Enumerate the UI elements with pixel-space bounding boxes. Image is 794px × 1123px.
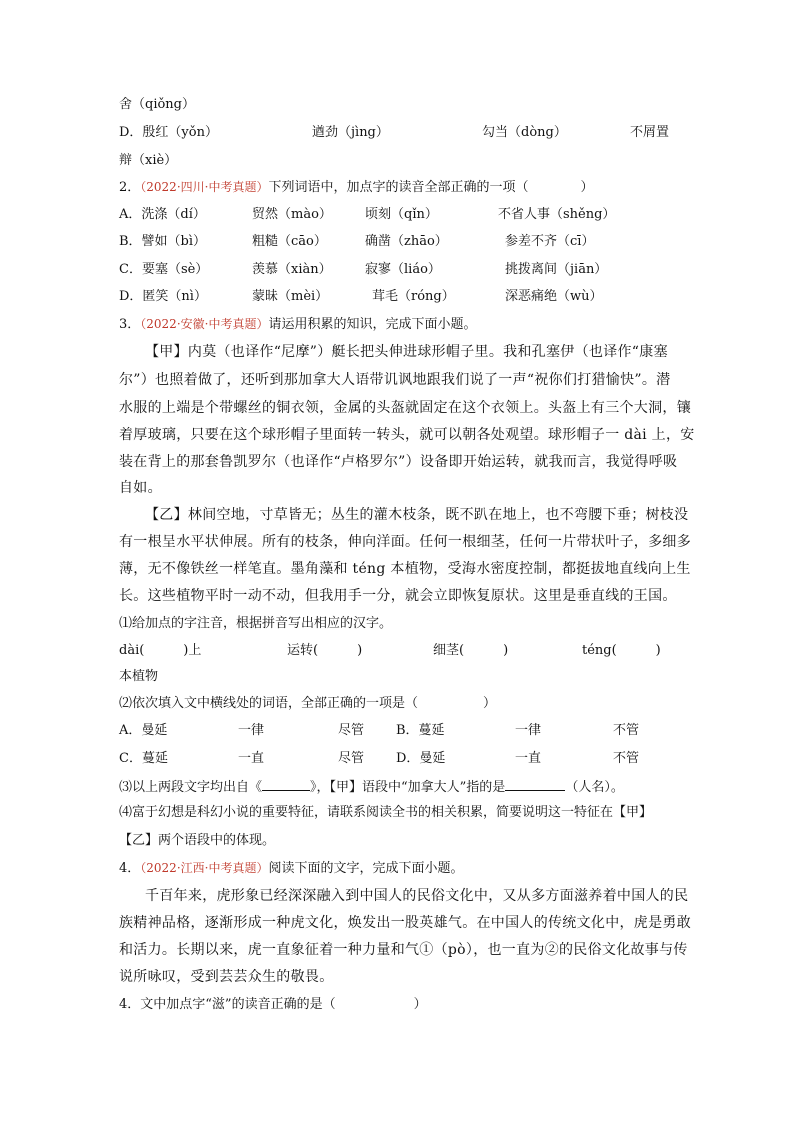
q3-sub1-item-d: téng( )	[582, 643, 661, 658]
answer-blank[interactable]	[505, 777, 565, 791]
q2-option-d-word3: 茸毛（róng）	[372, 289, 455, 304]
q1-option-d-word3: 勾当（dòng）	[482, 125, 567, 140]
q2-option-d-word4: 深恶痛绝（wù）	[505, 289, 603, 304]
q3-sub4-cont: 【乙】两个语段中的体现。	[119, 833, 276, 848]
q2-option-c-word4: 挑拨离间（jiān）	[505, 262, 608, 277]
q4-number: 4．	[119, 861, 141, 876]
q3-sub3	[119, 777, 624, 797]
q1-option-d-word2: 遒劲（jìng）	[312, 125, 389, 140]
q3-sub2-opt-a-w2: 一律	[238, 723, 265, 738]
q2-source: （2022·四川·中考真题）	[140, 180, 269, 194]
q3-source: （2022·安徽·中考真题）	[140, 317, 269, 331]
q4-para-line: 和活力。长期以来，虎一直象征着一种力量和气①（pò），也一直为②的民俗文化故事与传	[119, 942, 688, 958]
q3-sub1-item-c: 细茎( )	[433, 643, 509, 658]
q2-option-b: B．譬如（bì）	[119, 234, 207, 249]
q2-option-c-word2: 羡慕（xiàn）	[252, 262, 332, 277]
jia-line: 自如。	[119, 480, 162, 496]
q3-sub1: ⑴给加点的字注音，根据拼音写出相应的汉字。	[119, 616, 393, 631]
jia-line: 水服的上端是个带螺丝的铜衣领，金属的头盔就固定在这个衣领上。头盔上有三个大洞，镶	[119, 400, 691, 416]
q3-sub3-text: 》，【甲】语段中“加拿大人”指的是	[310, 780, 506, 795]
yi-line: 薄，无不像铁丝一样笔直。墨角藻和 téng 本植物，受海水密度控制，都挺拔地直线向上生	[119, 561, 691, 577]
q3-stem	[119, 315, 476, 334]
yi-line: 有一根呈水平状伸展。所有的枝条，伸向洋面。任何一根细茎，任何一片带状叶子，多细多	[119, 534, 691, 550]
q3-sub2-opt-c: C．蔓延	[119, 751, 168, 766]
q1-option-d-word4: 不屑置	[630, 125, 670, 140]
q3-number: 3．	[119, 317, 141, 332]
q1-option-d-cont: 辩（xiè）	[119, 153, 178, 168]
q3-sub2-opt-b-w3: 不管	[613, 723, 640, 738]
jia-line: 【甲】内莫（也译作“尼摩”）艇长把头伸进球形帽子里。我和孔塞伊（也译作“康塞	[145, 344, 668, 360]
q3-sub4: ⑷富于幻想是科幻小说的重要特征，请联系阅读全书的相关积累，简要说明这一特征在【甲】	[119, 805, 653, 820]
q3-sub2: ⑵依次填入文中横线处的词语，全部正确的一项是（ ）	[119, 696, 497, 711]
yi-line: 长。这些植物平时一动不动，但我用手一分，就会立即恢复原状。这里是垂直线的王国。	[119, 588, 677, 604]
q1-option-c-cont: 舍（qiǒng）	[119, 97, 196, 112]
q2-number: 2．	[119, 180, 141, 195]
q3-sub1-item-a: dài( )上	[119, 643, 202, 658]
q2-option-c: C．要塞（sè）	[119, 262, 209, 277]
q4-source: （2022·江西·中考真题）	[140, 861, 269, 875]
q3-sub2-opt-a-w3: 尽管	[338, 723, 365, 738]
q3-sub3-text: （人名）。	[565, 780, 624, 795]
q2-option-a-word2: 贸然（mào）	[252, 207, 332, 222]
jia-line: 着厚玻璃，只要在这个球形帽子里面转一转头，就可以朝各处观望。球形帽子一 dài 上，安	[119, 427, 695, 443]
answer-blank[interactable]	[262, 777, 310, 791]
q3-sub2-opt-c-w3: 尽管	[338, 751, 365, 766]
q4-stem-text: 阅读下面的文字，完成下面小题。	[268, 861, 464, 876]
q3-sub2-opt-d-w2: 一直	[515, 751, 542, 766]
q2-stem-text: 下列词语中，加点字的读音全部正确的一项（ ）	[268, 180, 594, 195]
q3-sub2-opt-c-w2: 一直	[238, 751, 265, 766]
jia-line: 装在背上的那套鲁凯罗尔（也译作“卢格罗尔”）设备即开始运转，就我而言，我觉得呼吸	[119, 454, 678, 470]
q1-option-d-label: D．殷红（yǒn）	[119, 125, 218, 140]
q3-sub2-opt-d-w3: 不管	[613, 751, 640, 766]
q2-option-d: D．匿笑（nì）	[119, 289, 207, 304]
q3-sub2-opt-a: A．曼延	[119, 723, 168, 738]
q3-sub2-opt-b: B．蔓延	[396, 723, 445, 738]
q3-sub2-opt-d: D．曼延	[396, 751, 446, 766]
q4-stem	[119, 859, 463, 878]
q2-stem	[119, 178, 593, 197]
q4-para-line: 说所咏叹，受到芸芸众生的敬畏。	[119, 969, 334, 985]
q2-option-c-word3: 寂寥（liáo）	[365, 262, 441, 277]
q4-sub-question: 4．文中加点字“滋”的读音正确的是（ ）	[119, 997, 427, 1012]
q2-option-b-word4: 参差不齐（cī）	[505, 234, 595, 249]
q3-sub1-cont: 本植物	[119, 669, 159, 684]
q4-para-line: 族精神品格，逐渐形成一种虎文化，焕发出一股英雄气。在中国人的传统文化中，虎是勇敢	[119, 915, 691, 931]
q3-sub2-opt-b-w2: 一律	[515, 723, 542, 738]
q2-option-a: A．洗涤（dí）	[119, 207, 206, 222]
q4-para-line: 千百年来，虎形象已经深深融入到中国人的民俗文化中，又从多方面滋养着中国人的民	[145, 888, 689, 904]
q3-sub1-item-b: 运转( )	[287, 643, 363, 658]
q3-stem-text: 请运用积累的知识，完成下面小题。	[268, 317, 477, 332]
q3-sub3-text: ⑶以上两段文字均出自《	[119, 780, 263, 795]
q2-option-a-word3: 顷刻（qǐn）	[365, 207, 438, 222]
q2-option-b-word3: 确凿（zhāo）	[365, 234, 448, 249]
q2-option-a-word4: 不省人事（shěng）	[498, 207, 616, 222]
jia-line: 尔”）也照着做了，还听到那加拿大人语带讥讽地跟我们说了一声“祝你们打猎愉快”。潜	[119, 372, 671, 388]
yi-line: 【乙】林间空地，寸草皆无；丛生的灌木枝条，既不趴在地上，也不弯腰下垂；树枝没	[145, 507, 689, 523]
q2-option-b-word2: 粗糙（cāo）	[252, 234, 327, 249]
q2-option-d-word2: 蒙昧（mèi）	[252, 289, 329, 304]
